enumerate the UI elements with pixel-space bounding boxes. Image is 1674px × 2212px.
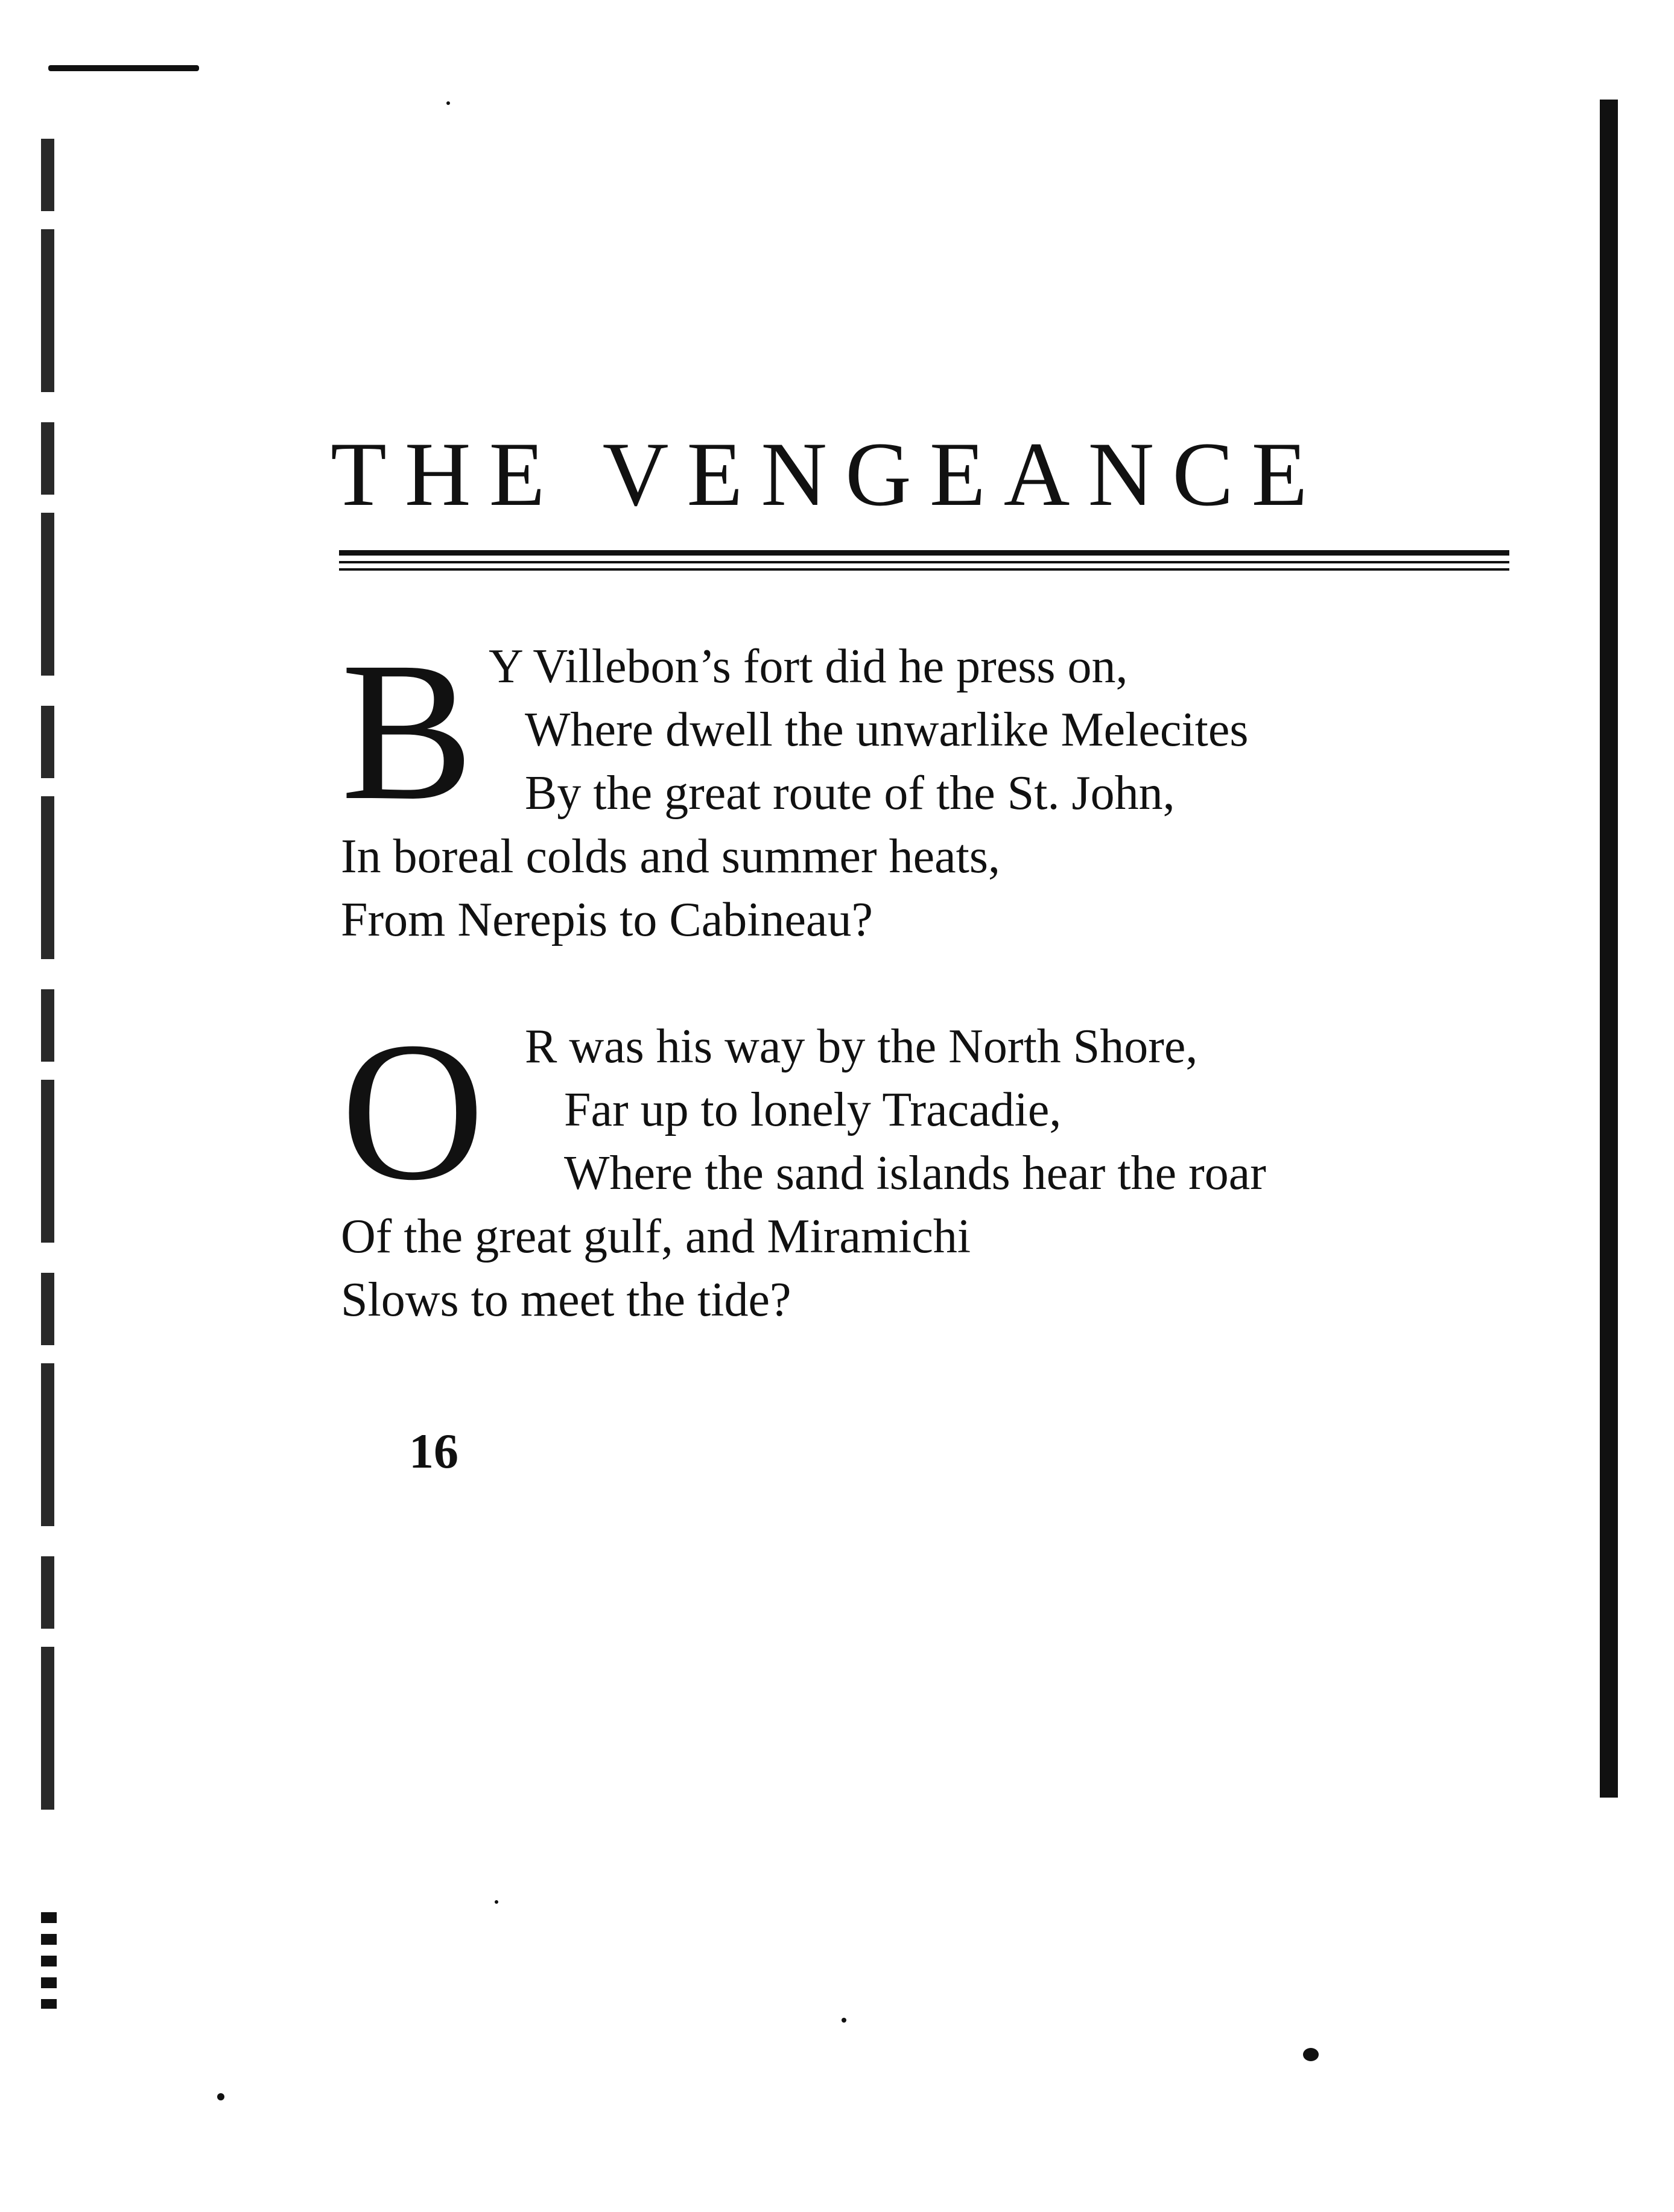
scan-speck bbox=[446, 101, 450, 105]
scan-speck bbox=[217, 2093, 224, 2100]
scan-edge-left bbox=[41, 139, 54, 1840]
drop-cap: B bbox=[341, 621, 474, 841]
verse-line: In boreal colds and summer heats, bbox=[341, 830, 1001, 883]
verse-line: R was his way by the North Shore, bbox=[525, 1020, 1198, 1073]
scan-speck bbox=[495, 1900, 498, 1904]
title-rule-thin bbox=[339, 568, 1509, 571]
verse-line: By the great route of the St. John, bbox=[525, 767, 1175, 820]
verse-line: Slows to meet the tide? bbox=[341, 1273, 791, 1326]
scan-edge-top bbox=[48, 65, 199, 71]
scan-speck bbox=[1303, 2048, 1319, 2061]
title-rule-thin bbox=[339, 561, 1509, 563]
drop-cap: O bbox=[341, 1001, 485, 1222]
verse-line: Where dwell the unwarlike Melecites bbox=[525, 703, 1249, 756]
verse-line: Y Villebon’s fort did he press on, bbox=[489, 640, 1128, 693]
verse-line: From Nerepis to Cabineau? bbox=[341, 893, 873, 946]
verse-line: Far up to lonely Tracadie, bbox=[564, 1083, 1062, 1136]
scan-edge-right bbox=[1600, 100, 1618, 1798]
page-number: 16 bbox=[409, 1424, 458, 1478]
verse-line: Where the sand islands hear the roar bbox=[564, 1147, 1266, 1200]
page-title: THE VENGEANCE bbox=[331, 423, 1326, 525]
verse-line: Of the great gulf, and Miramichi bbox=[341, 1210, 971, 1263]
scan-speck bbox=[842, 2018, 846, 2023]
title-rule-thick bbox=[339, 550, 1509, 556]
scan-edge-left-lower bbox=[41, 1912, 57, 2009]
